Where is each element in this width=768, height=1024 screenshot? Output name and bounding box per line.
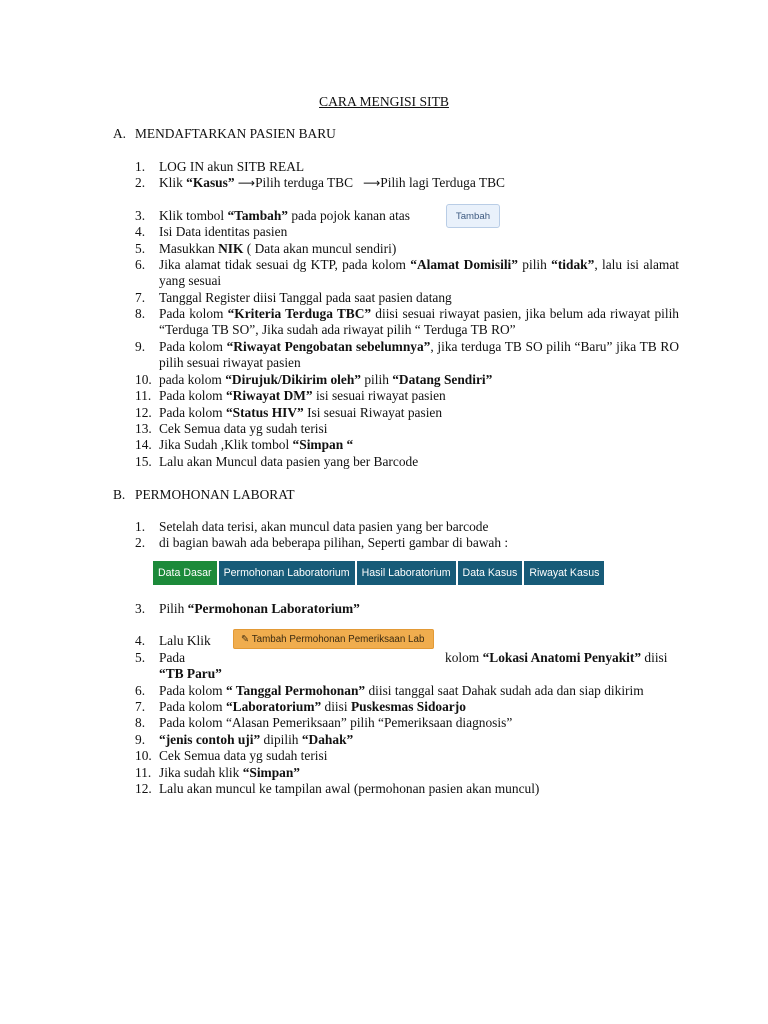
tab-bar bbox=[153, 561, 604, 585]
pencil-icon: ✎ bbox=[241, 634, 250, 645]
tab-hasil-laboratorium[interactable]: Hasil Laboratorium bbox=[357, 561, 456, 585]
page-title: CARA MENGISI SITB bbox=[319, 94, 449, 109]
section-a-heading: A. MENDAFTARKAN PASIEN BARU bbox=[113, 126, 336, 141]
tambah-button[interactable]: Tambah bbox=[446, 204, 500, 228]
tab-data-kasus[interactable]: Data Kasus bbox=[458, 561, 523, 585]
section-b-heading: B. PERMOHONAN LABORAT bbox=[113, 487, 295, 502]
tambah-permohonan-lab-button[interactable]: ✎ Tambah Permohonan Pemeriksaan Lab bbox=[233, 629, 434, 649]
tab-data-dasar[interactable]: Data Dasar bbox=[153, 561, 217, 585]
tab-riwayat-kasus[interactable]: Riwayat Kasus bbox=[524, 561, 604, 585]
arrow-right-icon: ⟶ bbox=[237, 176, 256, 190]
arrow-right-icon: ⟶ bbox=[363, 176, 381, 190]
tab-permohonan-laboratorium[interactable]: Permohonan Laboratorium bbox=[219, 561, 355, 585]
